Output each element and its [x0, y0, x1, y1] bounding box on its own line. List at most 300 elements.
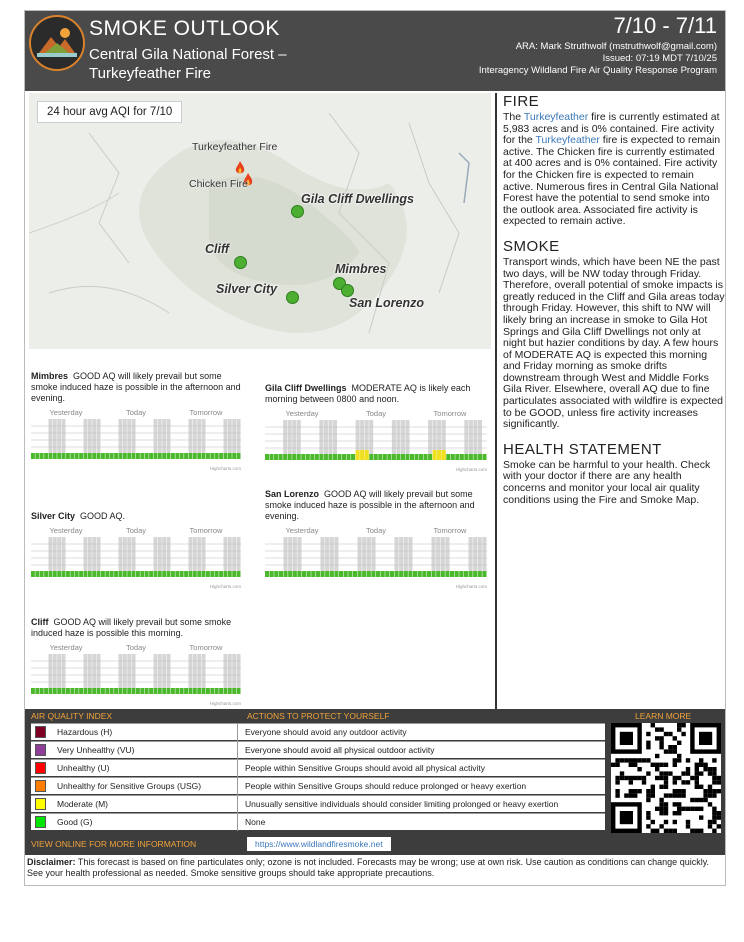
aqi-category-name: Unhealthy (U) [57, 763, 110, 773]
hour-background [330, 537, 334, 571]
hour-background [401, 420, 405, 454]
hour-aqi-bar [219, 688, 223, 694]
qr-module [703, 798, 707, 802]
qr-module [624, 793, 628, 797]
location-label: Mimbres [335, 262, 387, 276]
hour-background [265, 537, 269, 571]
qr-module [642, 780, 646, 784]
hour-aqi-bar [297, 571, 301, 577]
hour-background [184, 419, 188, 453]
hour-background [70, 419, 74, 453]
qr-module [717, 815, 721, 819]
qr-module [659, 824, 663, 828]
qr-module [637, 767, 641, 771]
hour-aqi-bar [302, 571, 306, 577]
hour-background [97, 654, 101, 688]
header-banner [25, 11, 725, 91]
qr-module [717, 780, 721, 784]
hour-background [206, 537, 210, 571]
hour-aqi-bar [49, 453, 53, 459]
qr-module [686, 780, 690, 784]
day-label: Today [365, 409, 386, 418]
hour-aqi-bar [193, 453, 197, 459]
hour-background [284, 537, 288, 571]
qr-module [699, 807, 703, 811]
qr-module [629, 789, 633, 793]
hour-aqi-bar [206, 688, 210, 694]
aqi-date-label: 24 hour avg AQI for 7/10 [37, 101, 182, 123]
hour-aqi-bar [424, 454, 428, 460]
qr-module [712, 776, 716, 780]
disclaimer-label: Disclaimer: [27, 857, 76, 867]
hour-background [367, 537, 371, 571]
hour-aqi-bar [132, 571, 136, 577]
hour-background [351, 420, 355, 454]
hour-aqi-bar [378, 454, 382, 460]
hour-background [376, 537, 380, 571]
qr-finder [620, 732, 633, 745]
subtitle-line-1: Central Gila National Forest – [89, 46, 287, 63]
qr-module [655, 776, 659, 780]
hour-background [324, 420, 328, 454]
hour-aqi-bar [353, 571, 357, 577]
qr-module [712, 758, 716, 762]
qr-module [690, 776, 694, 780]
hour-background [415, 420, 419, 454]
qr-module [695, 807, 699, 811]
hour-background [301, 420, 305, 454]
hour-background [460, 420, 464, 454]
qr-module [695, 829, 699, 833]
hour-background [154, 537, 158, 571]
hour-aqi-bar [202, 688, 206, 694]
day-label: Today [125, 643, 146, 652]
hour-aqi-bar [49, 688, 53, 694]
hour-background [62, 654, 66, 688]
hour-background [175, 654, 179, 688]
hour-background [337, 420, 341, 454]
hour-aqi-bar [140, 571, 144, 577]
hour-background [189, 537, 193, 571]
qr-module [681, 807, 685, 811]
qr-module [651, 793, 655, 797]
qr-code-graphic [611, 723, 721, 833]
hour-aqi-bar [162, 688, 166, 694]
hour-background [171, 537, 175, 571]
aqi-color-swatch [35, 780, 46, 792]
hour-background [404, 537, 408, 571]
turkeyfeather-link[interactable]: Turkeyfeather [523, 111, 589, 123]
hour-background [297, 537, 301, 571]
hour-aqi-bar [206, 571, 210, 577]
qr-module [629, 763, 633, 767]
hour-aqi-bar [53, 688, 57, 694]
hour-aqi-bar [193, 571, 197, 577]
hour-background [70, 537, 74, 571]
hour-aqi-bar [228, 453, 232, 459]
hour-background [101, 537, 105, 571]
ara-contact: ARA: Mark Struthwolf (mstruthwolf@gmail.com) [515, 41, 717, 52]
day-label: Yesterday [285, 526, 319, 535]
hour-background [88, 537, 92, 571]
qr-module [664, 776, 668, 780]
hour-aqi-bar [92, 571, 96, 577]
qr-module [677, 802, 681, 806]
qr-module [659, 771, 663, 775]
hour-background [408, 537, 412, 571]
hour-background [40, 419, 44, 453]
hour-background [419, 420, 423, 454]
qr-module [681, 780, 685, 784]
hour-background [279, 537, 283, 571]
qr-module [651, 763, 655, 767]
qr-module [646, 811, 650, 815]
hour-aqi-bar [232, 453, 236, 459]
qr-module [615, 758, 619, 762]
page-subtitle [89, 45, 287, 83]
qr-module [629, 776, 633, 780]
site-description [265, 383, 487, 405]
qr-module [717, 789, 721, 793]
hour-background [369, 420, 373, 454]
column-divider [237, 742, 238, 759]
hour-background [307, 537, 311, 571]
hour-background [405, 420, 409, 454]
hour-aqi-bar [57, 688, 61, 694]
hour-aqi-bar [105, 688, 109, 694]
qr-module [712, 811, 716, 815]
terrain-background [29, 93, 491, 349]
qr-module [624, 776, 628, 780]
hour-background [184, 654, 188, 688]
hour-aqi-bar [306, 454, 310, 460]
hour-aqi-bar [371, 571, 375, 577]
day-label: Today [125, 408, 146, 417]
qr-module [646, 824, 650, 828]
hour-background [145, 419, 149, 453]
hour-background [75, 419, 79, 453]
hour-background [110, 654, 114, 688]
hour-background [374, 420, 378, 454]
hour-aqi-bar [219, 571, 223, 577]
qr-module [673, 811, 677, 815]
hour-background [224, 419, 228, 453]
hour-aqi-bar [293, 571, 297, 577]
qr-module [664, 780, 668, 784]
qr-module [651, 723, 655, 727]
hour-background [215, 419, 219, 453]
qr-module [717, 824, 721, 828]
qr-module [642, 776, 646, 780]
chart-credit: Highcharts.com [209, 466, 241, 471]
subtitle-line-2: Turkeyfeather Fire [89, 65, 211, 82]
qr-module [668, 749, 672, 753]
hour-background [175, 537, 179, 571]
hour-aqi-bar [84, 571, 88, 577]
hour-aqi-bar [197, 571, 201, 577]
qr-module [712, 820, 716, 824]
wildland-smoke-url-link[interactable]: https://www.wildlandfiresmoke.net [247, 837, 391, 851]
hour-aqi-bar [189, 571, 193, 577]
hour-aqi-bar [140, 688, 144, 694]
qr-module [668, 732, 672, 736]
hour-background [469, 537, 473, 571]
qr-module [673, 793, 677, 797]
hour-background [114, 654, 118, 688]
hour-aqi-bar [136, 453, 140, 459]
hour-aqi-bar [114, 688, 118, 694]
qr-module [659, 776, 663, 780]
site-description [31, 511, 241, 522]
hour-background [399, 537, 403, 571]
qr-module [655, 754, 659, 758]
site-name: Silver City [31, 511, 76, 521]
hour-aqi-bar [35, 453, 39, 459]
hour-background [274, 537, 278, 571]
hour-background [158, 537, 162, 571]
page-title: SMOKE OUTLOOK [89, 17, 280, 40]
hour-background [202, 654, 206, 688]
hour-background [436, 537, 440, 571]
qr-module [712, 807, 716, 811]
day-label: Yesterday [49, 526, 83, 535]
qr-module [673, 802, 677, 806]
qr-module [642, 758, 646, 762]
hour-background [127, 537, 131, 571]
hour-background [292, 420, 296, 454]
qr-module [620, 776, 624, 780]
day-label: Tomorrow [189, 643, 223, 652]
hour-background [66, 419, 70, 453]
qr-module [703, 763, 707, 767]
qr-module [690, 807, 694, 811]
day-label: Tomorrow [433, 409, 467, 418]
qr-module [673, 736, 677, 740]
hour-aqi-bar [202, 453, 206, 459]
hour-aqi-bar [224, 453, 228, 459]
hour-background [202, 419, 206, 453]
hour-background [293, 537, 297, 571]
day-label: Yesterday [49, 408, 83, 417]
hour-background [35, 537, 39, 571]
hour-aqi-bar [70, 571, 74, 577]
fire-section [503, 93, 725, 228]
qr-module [655, 727, 659, 731]
qr-module [673, 820, 677, 824]
hour-background [53, 419, 57, 453]
qr-module [659, 741, 663, 745]
hour-aqi-bar [184, 571, 188, 577]
hour-aqi-bar [145, 571, 149, 577]
hour-background [110, 419, 114, 453]
location-label: Gila Cliff Dwellings [301, 192, 414, 206]
hour-aqi-bar [140, 453, 144, 459]
day-labels [31, 643, 241, 652]
hour-background [455, 537, 459, 571]
hour-background [310, 420, 314, 454]
hour-background [180, 654, 184, 688]
chart-credit: Highcharts.com [209, 584, 241, 589]
qr-module [712, 767, 716, 771]
qr-module [646, 793, 650, 797]
hour-background [422, 537, 426, 571]
qr-module [668, 745, 672, 749]
hour-aqi-bar [175, 453, 179, 459]
aqi-color-swatch [35, 726, 46, 738]
hour-aqi-bar [237, 688, 241, 694]
hour-aqi-bar [193, 688, 197, 694]
site-name: Cliff [31, 617, 49, 627]
hour-aqi-bar [311, 571, 315, 577]
hour-background [219, 419, 223, 453]
qr-finder [699, 732, 712, 745]
hour-aqi-bar [478, 454, 482, 460]
hour-aqi-bar-moderate [360, 450, 364, 460]
hour-background [302, 537, 306, 571]
hour-background [189, 419, 193, 453]
hour-background [424, 420, 428, 454]
qr-module [708, 824, 712, 828]
hour-aqi-bar [175, 571, 179, 577]
qr-module [708, 771, 712, 775]
hour-aqi-bar [162, 453, 166, 459]
qr-module [677, 789, 681, 793]
day-label: Tomorrow [189, 408, 223, 417]
hour-background [321, 537, 325, 571]
hour-background [105, 654, 109, 688]
hour-background [365, 420, 369, 454]
hour-aqi-bar [66, 571, 70, 577]
site-forecast: GOOD AQ will likely prevail but some smoke induced haze is possible this morning. [31, 617, 232, 638]
hour-background [62, 419, 66, 453]
qr-module [664, 793, 668, 797]
hour-background [140, 419, 144, 453]
qr-module [673, 829, 677, 833]
hourly-aqi-chart [31, 537, 241, 579]
hour-aqi-bar [79, 453, 83, 459]
aqi-color-swatch [35, 762, 46, 774]
qr-module [664, 811, 668, 815]
qr-module [677, 811, 681, 815]
qr-module [677, 793, 681, 797]
qr-module [651, 820, 655, 824]
hour-background [53, 654, 57, 688]
location-marker-gila-cliff-dwellings[interactable] [291, 205, 304, 218]
qr-module [646, 741, 650, 745]
smoke-section [503, 238, 725, 431]
location-marker-cliff[interactable] [234, 256, 247, 269]
hour-background [210, 419, 214, 453]
hour-background [270, 537, 274, 571]
hour-background [353, 537, 357, 571]
hour-background [371, 537, 375, 571]
hour-aqi-bar [84, 688, 88, 694]
hour-aqi-bar [123, 453, 127, 459]
hour-aqi-bar [367, 571, 371, 577]
hour-aqi-bar [145, 688, 149, 694]
hour-aqi-bar [469, 571, 473, 577]
hour-aqi-bar [288, 454, 292, 460]
qr-module [655, 763, 659, 767]
hour-background [237, 654, 241, 688]
hour-aqi-bar [97, 688, 101, 694]
hour-aqi-bar [180, 688, 184, 694]
hour-aqi-bar [53, 453, 57, 459]
hour-aqi-bar [297, 454, 301, 460]
hour-background [35, 419, 39, 453]
hour-background [162, 654, 166, 688]
hour-background [171, 654, 175, 688]
location-label: Cliff [205, 242, 230, 256]
hour-background [437, 420, 441, 454]
hour-background [149, 537, 153, 571]
qr-module [615, 776, 619, 780]
fire-text-part: fire is currently estimated at 5,983 acres and is 0% contained. Fire activity for the [503, 111, 720, 147]
day-labels [31, 408, 241, 417]
hour-background [180, 419, 184, 453]
hour-background [215, 537, 219, 571]
hour-aqi-bar [445, 571, 449, 577]
location-marker-silver-city[interactable] [286, 291, 299, 304]
column-divider [237, 724, 238, 741]
qr-code[interactable] [611, 723, 721, 833]
qr-module [659, 811, 663, 815]
turkeyfeather-link[interactable]: Turkeyfeather [535, 134, 600, 147]
column-divider [237, 796, 238, 813]
qr-module [699, 785, 703, 789]
hour-background [92, 419, 96, 453]
hour-aqi-bar [202, 571, 206, 577]
fire-text-part: The [503, 111, 524, 123]
qr-module [673, 745, 677, 749]
hour-background [110, 537, 114, 571]
location-label: San Lorenzo [349, 296, 425, 310]
aqi-category-name: Good (G) [57, 817, 93, 827]
hour-aqi-bar [274, 454, 278, 460]
hour-background [92, 654, 96, 688]
qr-module [620, 758, 624, 762]
hour-aqi-bar [149, 688, 153, 694]
hour-background [224, 537, 228, 571]
qr-module [690, 829, 694, 833]
hour-aqi-bar [215, 688, 219, 694]
hour-aqi-bar [171, 453, 175, 459]
qr-module [699, 763, 703, 767]
qr-module [664, 807, 668, 811]
qr-module [659, 802, 663, 806]
qr-module [708, 820, 712, 824]
qr-module [686, 771, 690, 775]
hour-background [219, 654, 223, 688]
hour-background [44, 537, 48, 571]
hour-aqi-bar [328, 454, 332, 460]
hour-aqi-bar [316, 571, 320, 577]
qr-module [712, 829, 716, 833]
hour-aqi-bar [422, 571, 426, 577]
hour-aqi-bar [88, 453, 92, 459]
disclaimer [27, 857, 725, 879]
qr-module [681, 771, 685, 775]
qr-module [668, 829, 672, 833]
aqi-action-text: Everyone should avoid any outdoor activity [245, 727, 407, 737]
hour-background [145, 537, 149, 571]
hour-aqi-bar [92, 688, 96, 694]
hour-background [432, 537, 436, 571]
qr-module [664, 749, 668, 753]
qr-module [646, 758, 650, 762]
qr-module [620, 771, 624, 775]
hour-background [358, 537, 362, 571]
